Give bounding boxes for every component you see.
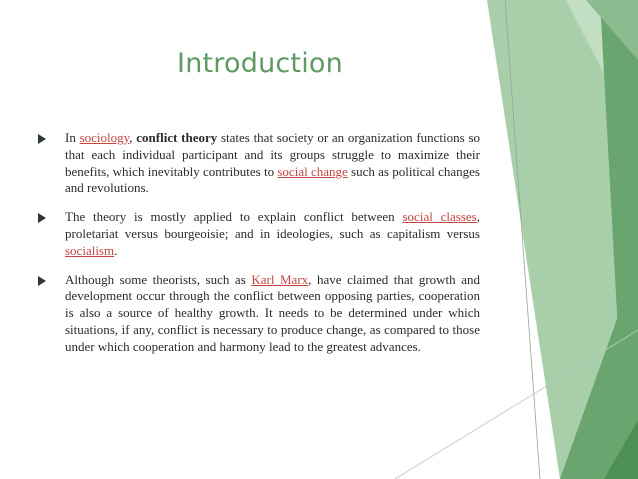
- bullet-item-1: [38, 130, 480, 197]
- bullet-text: [65, 130, 480, 197]
- link-social-change[interactable]: social change: [277, 163, 348, 179]
- text-span: The theory is mostly applied to explain conflict between: [65, 209, 403, 225]
- link-social-classes[interactable]: social classes: [402, 209, 477, 225]
- bullet-item-3: [38, 272, 480, 356]
- text-span: ,: [129, 130, 137, 145]
- bold-term-conflict-theory: conflict theory: [136, 130, 218, 145]
- text-span: such as political changes and revolutions.: [65, 163, 480, 196]
- bullet-text: [65, 272, 480, 356]
- text-span: , proletariat versus bourgeoisie; and in ideologies, such as capitalism versus: [65, 209, 480, 241]
- bullet-list: [38, 130, 480, 368]
- text-span: , have claimed that growth and development occur through the conflict between opposing parties, cooperation is also a source of healthy growth. It needs to be determined under which situations, if any, conflict is necessary to produce change, as compared to those under which cooperation and harmony lead to the greatest advances.: [65, 271, 480, 354]
- link-karl-marx[interactable]: Karl Marx: [251, 271, 309, 287]
- triangle-bullet-icon: [38, 213, 46, 223]
- bullet-text: [65, 209, 480, 259]
- text-span: In: [65, 130, 80, 145]
- text-span: Although some theorists, such as: [65, 271, 252, 287]
- bullet-item-2: [38, 209, 480, 259]
- link-socialism[interactable]: socialism: [65, 242, 115, 258]
- text-span: .: [114, 242, 118, 258]
- slide-title: Introduction: [177, 48, 343, 79]
- text-span: states that society or an organization functions so that each individual participant and its groups struggle to maximize their benefits, which inevitably contributes to: [65, 130, 481, 179]
- triangle-bullet-icon: [38, 276, 46, 286]
- triangle-bullet-icon: [38, 134, 46, 144]
- link-sociology[interactable]: sociology: [79, 130, 130, 145]
